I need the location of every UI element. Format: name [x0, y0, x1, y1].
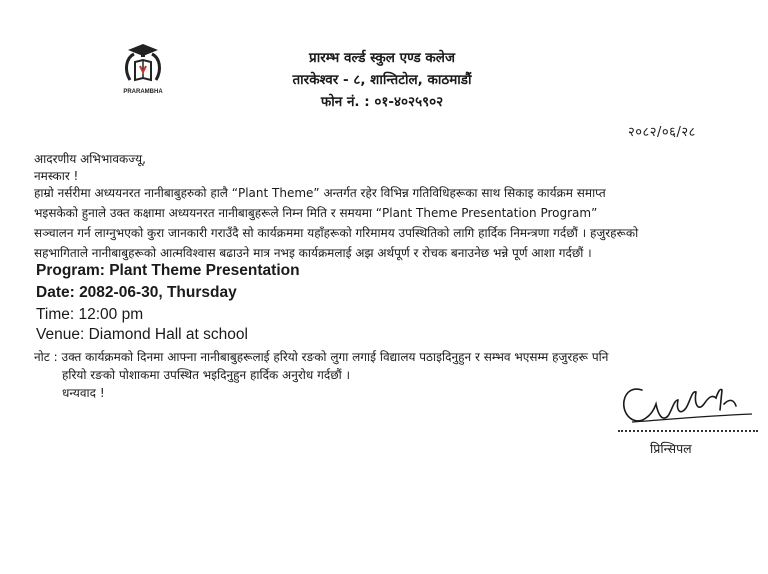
- greeting: नमस्कार !: [34, 169, 79, 183]
- program-line: Program: Plant Theme Presentation: [36, 262, 300, 279]
- date-line: Date: 2082-06-30, Thursday: [36, 284, 237, 301]
- note-line: हरियो रङको पोशाकमा उपस्थित भइदिनुहुन हार्दिक अनुरोध गर्दछौं ।: [62, 368, 351, 382]
- note-line: नोट : उक्त कार्यक्रमको दिनमा आफ्ना नानीबाबुहरूलाई हरियो रङको लुगा लगाई विद्यालय पठाइदिनुहुन र सम्भव भएसम्म हजुरहरू पनि: [34, 350, 609, 364]
- paragraph-line: भइसकेको हुनाले उक्त कक्षामा अध्ययनरत नानीबाबुहरूले निम्न मिति र समयमा “Plant Theme Presentation Program”: [34, 206, 598, 220]
- school-phone: फोन नं. : ०१-४०२५९०२: [320, 94, 444, 110]
- paragraph-line: सञ्चालन गर्न लाग्नुभएको कुरा जानकारी गराउँदै सो कार्यक्रममा यहाँहरूको गरिमामय उपस्थितिको लागि हार्दिक निमन्त्रणा गर्दछौं । हजुरहरूको: [34, 226, 639, 240]
- signature-line: [618, 430, 758, 432]
- school-logo: [118, 40, 168, 100]
- salutation: आदरणीय अभिभावकज्यू,: [34, 152, 146, 166]
- school-name: प्रारम्भ वर्ल्ड स्कुल एण्ड कलेज: [309, 50, 455, 66]
- closing: धन्यवाद !: [62, 386, 105, 400]
- paragraph-line: सहभागिताले नानीबाबुहरूको आत्मविश्वास बढाउने मात्र नभइ कार्यक्रमलाई अझ अर्थपूर्ण र रोचक बनाउनेछ भन्ने पूर्ण आशा गर्दछौं ।: [34, 246, 592, 260]
- principal-title: प्रिन्सिपल: [650, 441, 692, 456]
- venue-line: Venue: Diamond Hall at school: [36, 326, 248, 343]
- signature-text: Gyawali: [739, 374, 760, 380]
- logo-text: PRARAMBHA: [123, 89, 163, 95]
- letter-date: २०८२/०६/२८: [628, 125, 696, 140]
- time-line: Time: 12:00 pm: [36, 306, 144, 323]
- paragraph-line: हाम्रो नर्सरीमा अध्ययनरत नानीबाबुहरुको हालै “Plant Theme” अन्तर्गत रहेर विभिन्न गतिविधिहरूका साथ सिकाइ कार्यक्रम समाप्त: [34, 186, 606, 200]
- school-address: तारकेश्वर - ८, शान्तिटोल, काठमाडौं: [292, 72, 472, 88]
